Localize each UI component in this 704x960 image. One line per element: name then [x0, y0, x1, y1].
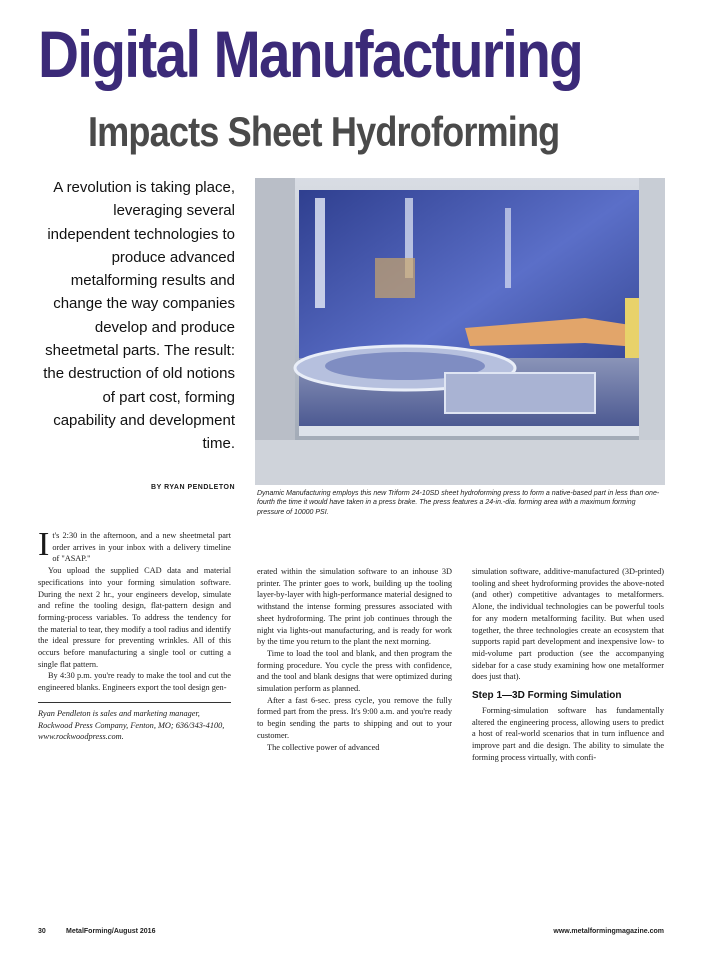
paragraph [38, 526, 231, 565]
author-bio: Ryan Pendleton is sales and marketing manager, Rockwood Press Company, Fenton, MO; 636/343-4100, www.rockwoodpress.com. [38, 708, 225, 742]
photo-caption: Dynamic Manufacturing employs this new Triform 24-10SD sheet hydroforming press to form a native-based part in less than one-fourth the time it would have taken in a press brake. The press features a 24-in.-dia. forming area with a maximum forming pressure of 10000 PSI. [257, 490, 660, 516]
paragraph: The collective power of advanced [267, 742, 380, 752]
body-column-1 [38, 526, 231, 743]
paragraph: erated within the simulation software to an inhouse 3D printer. The printer goes to work, building up the tooling layer-by-layer with high-performance material designed to withstand the intense forming pressures associated with sheet hydroforming. The print job continues through the night via lights-out manufacturing, and is ready for work by the time you return to the plant the next morning. [257, 567, 452, 647]
magazine-issue: MetalForming/August 2016 [66, 928, 156, 935]
byline: BY RYAN PENDLETON [151, 484, 235, 491]
deck-text: A revolution is taking place, leveraging several independent technologies to produce advanced metalforming results and change the way companies develop and produce sheetmetal parts. The result: the destruction of old notions of part cost, forming capability and development time. [43, 179, 235, 453]
paragraph-text: t's 2:30 in the afternoon, and a new sheetmetal part order arrives in your inbox with a delivery timeline of "ASAP." [52, 531, 231, 564]
hydroforming-press-photo [255, 178, 665, 485]
magazine-url: www.metalformingmagazine.com [553, 928, 664, 935]
body-column-3 [472, 566, 664, 764]
paragraph: simulation software, additive-manufactured (3D-printed) tooling and sheet hydroforming provides the above-noted (and other) competitive advantages to metalformers. Alone, the individual technologies can be powerful tools for any modern metalforming facility. But when used together, the three technologies create an ecosystem that supports rapid part development and inexpensive low- to mid-volume part production (see the accompanying sidebar for a case study examining how one metalformer does just that). [472, 567, 664, 682]
headline-line2: Impacts Sheet Hydroforming [88, 108, 560, 155]
headline-line1: Digital Manufacturing [38, 17, 583, 91]
paragraph: Time to load the tool and blank, and then program the forming procedure. You cycle the press with confidence, and the tool and blank designs that were optimized during simulation perform as planned. [257, 648, 452, 694]
paragraph: Forming-simulation software has fundamentally altered the engineering process, allowing users to predict a host of real-world scenarios that in turn influence and improve part and die design. The ability to simulate the forming process virtually, with confi- [472, 706, 664, 762]
paragraph: After a fast 6-sec. press cycle, you remove the fully formed part from the press. It's 9:00 a.m. and you're ready to begin sending the parts to shipping and out to your customer. [257, 695, 452, 740]
drop-cap: I [38, 526, 50, 563]
paragraph: You upload the supplied CAD data and material specifications into your forming simulation software. During the next 2 hr., your engineers develop, simulate and refine the tooling design, flat-pattern design and forming-process variables. To address the tendency for the material to tear, they modify a tool radius and identify the ideal pressure for preventing wrinkles. All of this occurs before manufacturing a single tool or cutting a single flat pattern. [38, 566, 231, 669]
paragraph: By 4:30 p.m. you're ready to make the tool and cut the engineered blanks. Engineers export the tool design gen- [38, 671, 231, 693]
body-column-2 [257, 566, 452, 753]
section-subhead: Step 1—3D Forming Simulation [472, 690, 622, 702]
bio-divider [38, 702, 231, 703]
page-number: 30 [38, 928, 46, 935]
